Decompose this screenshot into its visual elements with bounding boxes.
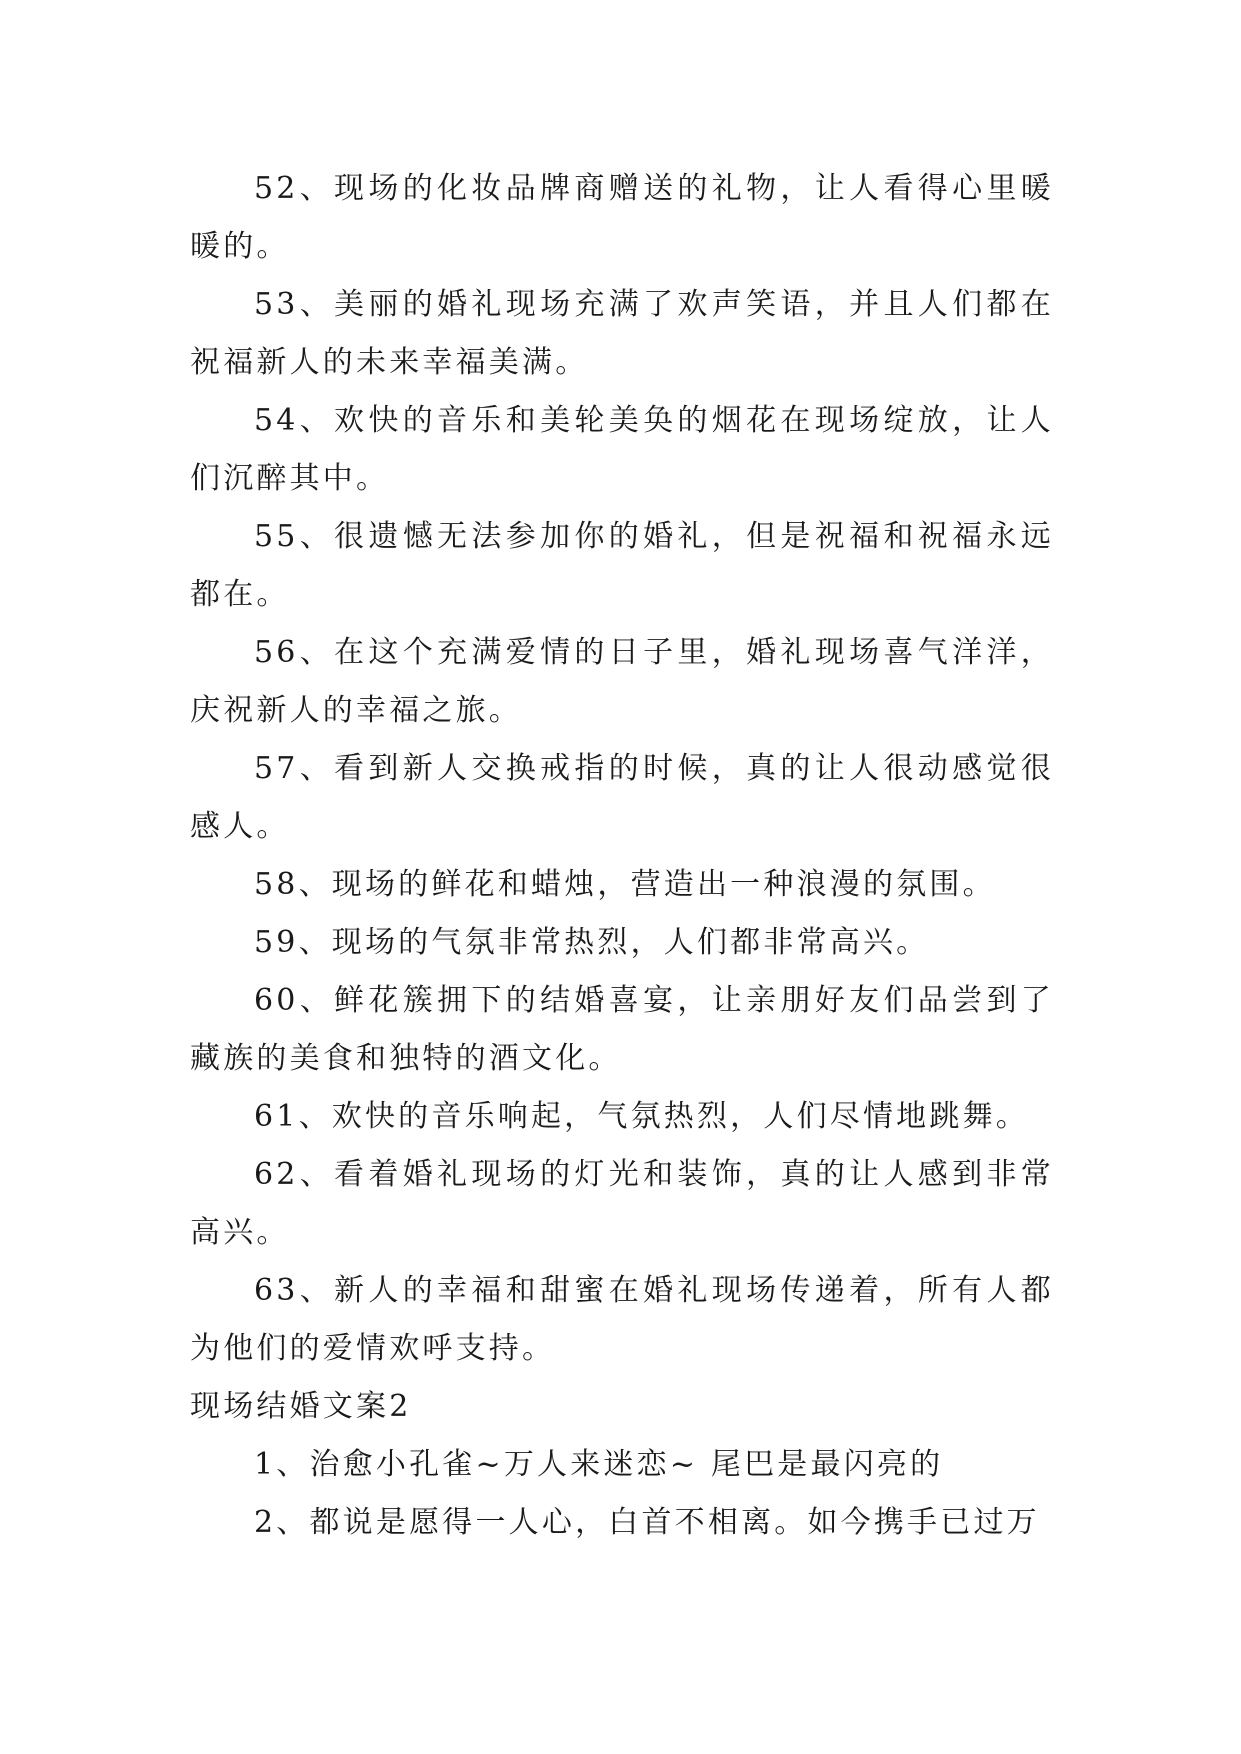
paragraph-59: 59、现场的气氛非常热烈，人们都非常高兴。 [254, 925, 930, 960]
section-paragraph-1: 1、治愈小孔雀~万人来迷恋~ 尾巴是最闪亮的 [254, 1447, 944, 1482]
paragraph-54: 54、欢快的音乐和美轮美奂的烟花在现场绽放，让人们沉醉其中。 [190, 403, 1054, 496]
paragraph-63: 63、新人的幸福和甜蜜在婚礼现场传递着，所有人都为他们的爱情欢呼支持。 [190, 1273, 1054, 1366]
paragraph-53: 53、美丽的婚礼现场充满了欢声笑语，并且人们都在祝福新人的未来幸福美满。 [190, 287, 1054, 380]
paragraph-61: 61、欢快的音乐响起，气氛热烈，人们尽情地跳舞。 [254, 1099, 1029, 1134]
paragraph-60: 60、鲜花簇拥下的结婚喜宴，让亲朋好友们品尝到了藏族的美食和独特的酒文化。 [190, 983, 1054, 1076]
document-body [190, 160, 1054, 1552]
paragraph-58: 58、现场的鲜花和蜡烛，营造出一种浪漫的氛围。 [254, 867, 996, 902]
paragraph-55: 55、很遗憾无法参加你的婚礼，但是祝福和祝福永远都在。 [190, 519, 1054, 612]
paragraph-62: 62、看着婚礼现场的灯光和装饰，真的让人感到非常高兴。 [190, 1157, 1054, 1250]
paragraph-56: 56、在这个充满爱情的日子里，婚礼现场喜气洋洋，庆祝新人的幸福之旅。 [190, 635, 1054, 728]
paragraph-57: 57、看到新人交换戒指的时候，真的让人很动感觉很感人。 [190, 751, 1054, 844]
paragraph-52: 52、现场的化妆品牌商赠送的礼物，让人看得心里暖暖的。 [190, 171, 1054, 264]
section-heading: 现场结婚文案2 [190, 1389, 412, 1424]
section-paragraph-2: 2、都说是愿得一人心，白首不相离。如今携手已过万 [254, 1505, 1040, 1540]
